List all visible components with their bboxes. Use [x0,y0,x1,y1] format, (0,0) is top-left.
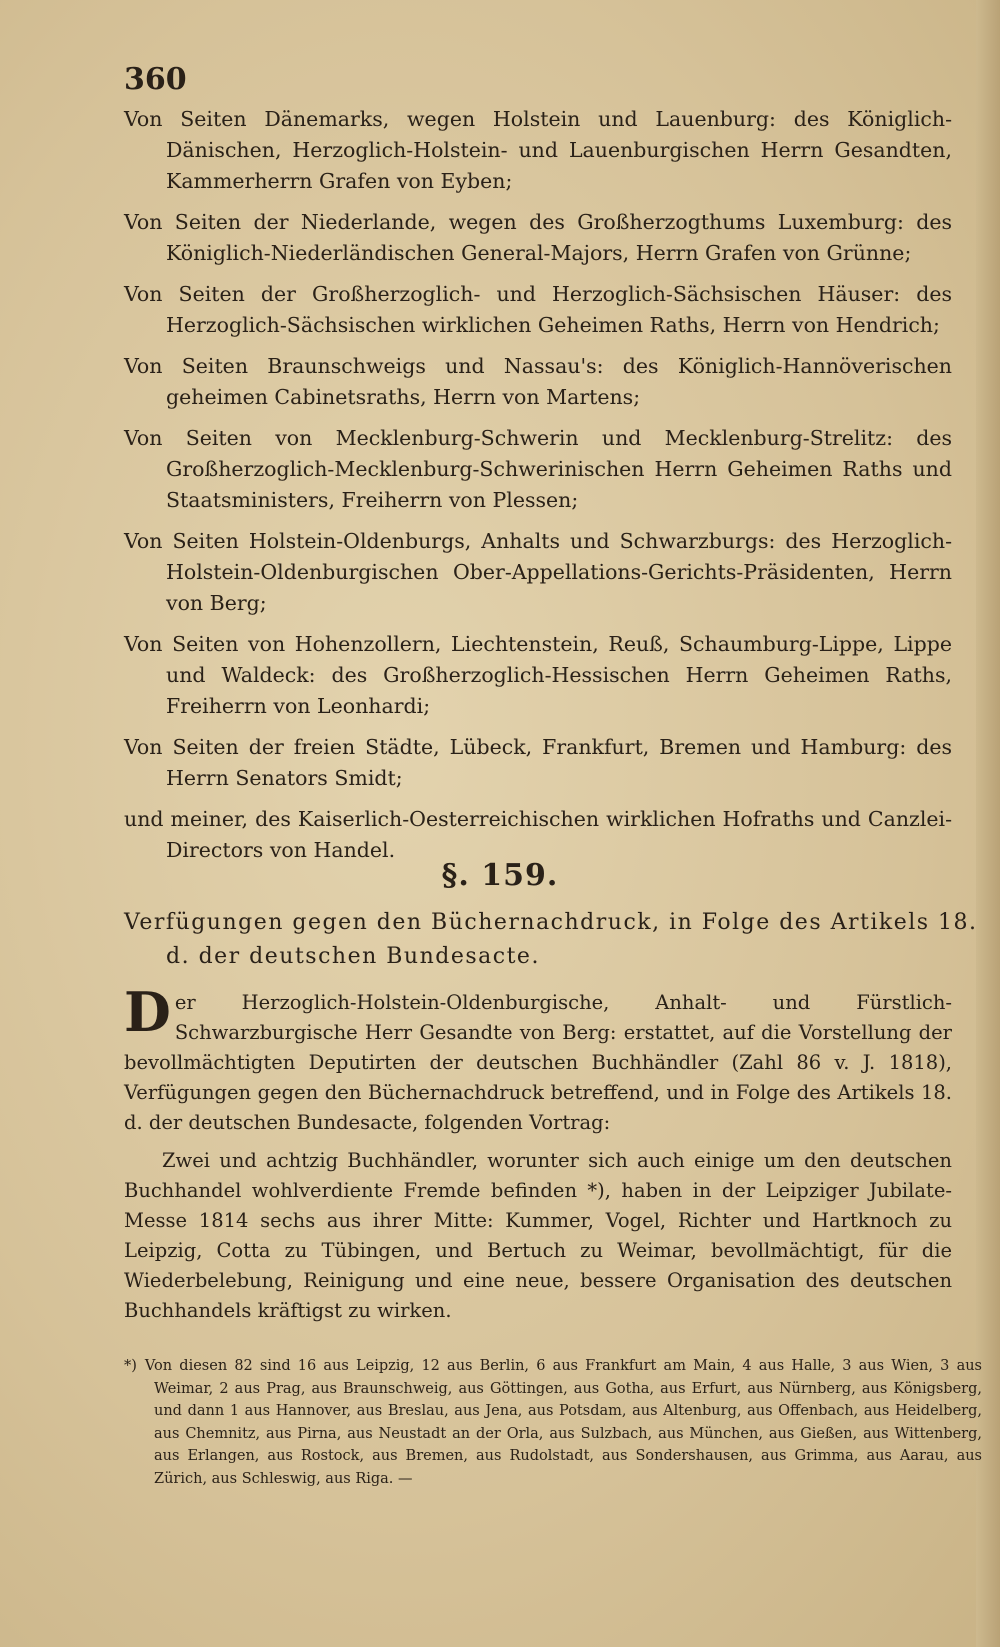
delegate-entry: Von Seiten der freien Städte, Lübeck, Frankfurt, Bremen und Hamburg: des Herrn Senators Smidt; [124,735,952,790]
delegate-entry: Von Seiten der Niederlande, wegen des Großherzogthums Luxemburg: des Königlich-Niederländischen General-Majors, Herrn Grafen von Grünne; [124,210,952,265]
delegate-entry: und meiner, des Kaiserlich-Oesterreichischen wirklichen Hofraths und Canzlei-Directors von Handel. [124,807,952,862]
paragraph-1-text: er Herzoglich-Holstein-Oldenburgische, Anhalt- und Fürstlich-Schwarzburgische Herr Gesandte von Berg: erstattet, auf die Vorstellung der bevollmächtigten Deputirten der deutschen Buchhändler (Zahl 86 v. J. 1818), Verfügungen gegen den Büchernachdruck betreffend, und in Folge des Artikels 18. d. der deutschen Bundesacte, folgenden Vortrag: [124,991,952,1134]
paragraph-1 [124,980,952,1138]
delegate-entry: Von Seiten Dänemarks, wegen Holstein und Lauenburg: des Königlich-Dänischen, Herzoglich-Holstein- und Lauenburgischen Herrn Gesandten, Kammerherrn Grafen von Eyben; [124,107,952,193]
page-number: 360 [124,62,187,97]
footnote-text: Von diesen 82 sind 16 aus Leipzig, 12 aus Berlin, 6 aus Frankfurt am Main, 4 aus Halle, 3 aus Wien, 3 aus Weimar, 2 aus Prag, aus Braunschweig, aus Göttingen, aus Gotha, aus Erfurt, aus Nürnberg, aus Königsberg, und dann 1 aus Hannover, aus Breslau, aus Jena, aus Potsdam, aus Altenburg, aus Offenbach, aus Heidelberg, aus Chemnitz, aus Pirna, aus Neustadt an der Orla, aus Sulzbach, aus München, aus Gießen, aus Wittenberg, aus Erlangen, aus Rostock, aus Bremen, aus Rudolstadt, aus Sondershausen, aus Grimma, aus Aarau, aus Zürich, aus Schleswig, aus Riga. — [144,1358,982,1487]
section-number: §. 159. [441,858,559,893]
delegate-entry: Von Seiten von Mecklenburg-Schwerin und Mecklenburg-Strelitz: des Großherzoglich-Mecklenburg-Schwerinischen Herrn Geheimen Raths und Staatsministers, Freiherrn von Plessen; [124,426,952,512]
delegate-entry: Von Seiten Braunschweigs und Nassau's: des Königlich-Hannöverischen geheimen Cabinetsraths, Herrn von Martens; [124,354,952,409]
footnote [124,1355,982,1490]
delegate-entry: Von Seiten Holstein-Oldenburgs, Anhalts und Schwarzburgs: des Herzoglich-Holstein-Oldenburgischen Ober-Appellations-Gerichts-Präsidenten, Herrn von Berg; [124,529,952,615]
delegate-entry: Von Seiten der Großherzoglich- und Herzoglich-Sächsischen Häuser: des Herzoglich-Sächsischen wirklichen Geheimen Raths, Herrn von Hendrich; [124,282,952,337]
body-text [124,980,952,1334]
delegates-list [124,104,952,876]
drop-cap: D [124,980,171,1044]
section-heading: Verfügungen gegen den Büchernachdruck, in Folge des Artikels 18. d. der deutschen Bundesacte. [124,910,978,969]
delegate-entry: Von Seiten von Hohenzollern, Liechtenstein, Reuß, Schaumburg-Lippe, Lippe und Waldeck: des Großherzoglich-Hessischen Herrn Geheimen Raths, Freiherrn von Leonhardi; [124,632,952,718]
paragraph-2: Zwei und achtzig Buchhändler, worunter sich auch einige um den deutschen Buchhandel wohlverdiente Fremde befinden *), haben in der Leipziger Jubilate-Messe 1814 sechs aus ihrer Mitte: Kummer, Vogel, Richter und Hartknoch zu Leipzig, Cotta zu Tübingen, und Bertuch zu Weimar, bevollmächtigt, für die Wiederbelebung, Reinigung und eine neue, bessere Organisation des deutschen Buchhandels kräftigst zu wirken. [124,1149,952,1322]
footnote-mark: *) [124,1358,137,1374]
